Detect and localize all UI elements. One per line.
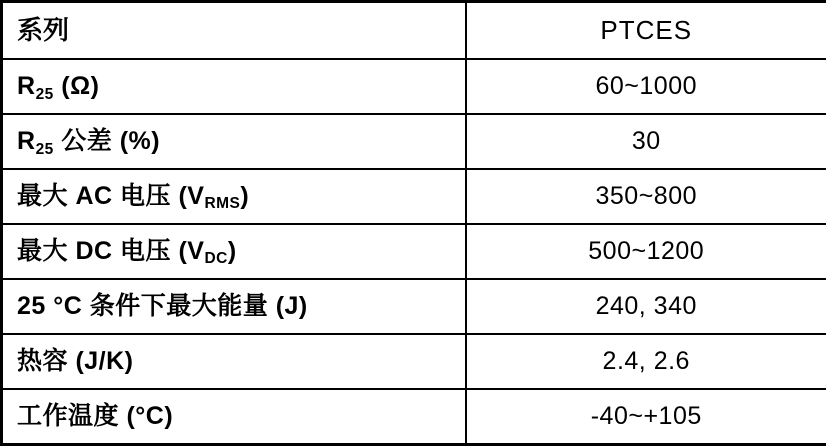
label-main: R — [17, 72, 36, 101]
row-label-cell — [2, 59, 466, 114]
row-value-cell: 350~800 — [466, 169, 826, 224]
label-subscript: 25 — [35, 85, 54, 103]
row-label-cell — [2, 279, 466, 334]
row-value-cell: 60~1000 — [466, 59, 826, 114]
table-row — [2, 169, 826, 224]
table-row — [2, 334, 826, 389]
row-label-cell — [2, 169, 466, 224]
label-rest: ) — [227, 237, 237, 266]
label-main: 热容 (J/K) — [17, 346, 134, 375]
header-label-cell: 系列 — [2, 2, 466, 60]
label-rest: ) — [240, 182, 250, 211]
label-main: 25 °C 条件下最大能量 (J) — [17, 291, 308, 320]
label-subscript: DC — [204, 250, 228, 268]
label-main: R — [17, 127, 36, 156]
table-row — [2, 59, 826, 114]
table-row — [2, 114, 826, 169]
row-label-cell — [2, 334, 466, 389]
header-value-cell: PTCES — [466, 2, 826, 60]
label-main: 最大 AC 电压 (V — [17, 182, 205, 211]
label-main: 工作温度 (°C) — [17, 401, 174, 430]
label-subscript: 25 — [35, 140, 54, 158]
row-value-cell: 240, 340 — [466, 279, 826, 334]
table-row — [2, 224, 826, 279]
row-value-cell: 500~1200 — [466, 224, 826, 279]
row-value-cell: -40~+105 — [466, 389, 826, 445]
row-label-cell — [2, 389, 466, 445]
row-label-cell — [2, 114, 466, 169]
row-label-cell — [2, 224, 466, 279]
label-subscript: RMS — [204, 195, 241, 213]
table-row — [2, 389, 826, 445]
label-rest: (Ω) — [53, 72, 100, 101]
table-row — [2, 279, 826, 334]
row-value-cell: 30 — [466, 114, 826, 169]
table-header-row — [2, 2, 826, 60]
row-value-cell: 2.4, 2.6 — [466, 334, 826, 389]
label-rest: 公差 (%) — [53, 127, 161, 156]
label-main: 最大 DC 电压 (V — [17, 237, 205, 266]
